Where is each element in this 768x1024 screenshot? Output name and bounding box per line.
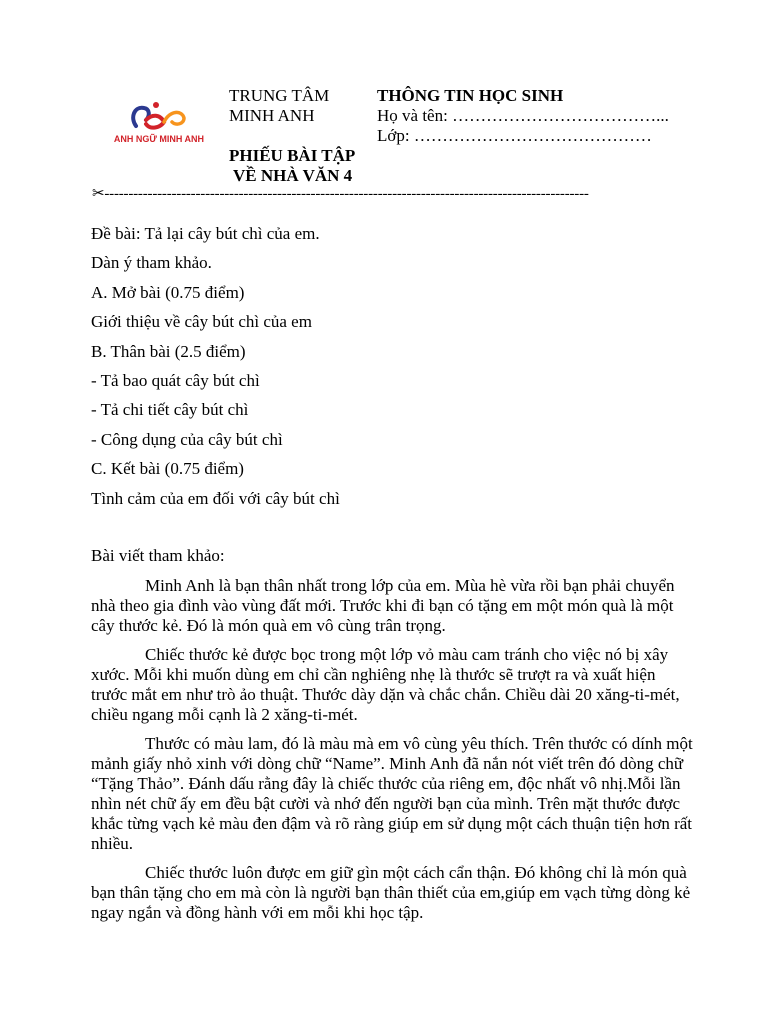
cut-line: ✂----------------------------------------------------------------------------------------------------- bbox=[92, 186, 589, 202]
sheet-title bbox=[229, 146, 355, 186]
outline-line: Giới thiệu về cây bút chì của em bbox=[91, 312, 312, 332]
student-name-field: Họ và tên: ………………………………... bbox=[377, 106, 669, 125]
center-name-line2: MINH ANH bbox=[229, 106, 315, 125]
outline-line: - Tả chi tiết cây bút chì bbox=[91, 400, 249, 420]
essay-paragraph: Chiếc thước luôn được em giữ gìn một cách cẩn thận. Đó không chỉ là món quà bạn thân tặng cho em mà còn là người bạn thân thiết của em,giúp em vạch từng dòng kẻ ngay ngắn và đồng hành với em mỗi khi học tập. bbox=[91, 863, 691, 922]
sheet-title-line1: PHIẾU BÀI TẬP bbox=[229, 146, 356, 165]
center-logo bbox=[104, 100, 214, 152]
outline-line: C. Kết bài (0.75 điểm) bbox=[91, 459, 244, 479]
assignment-outline bbox=[91, 224, 691, 518]
center-name-line1: TRUNG TÂM bbox=[229, 86, 330, 105]
essay-paragraph: Minh Anh là bạn thân nhất trong lớp của em. Mùa hè vừa rồi bạn phải chuyển nhà theo gia đình vào vùng đất mới. Trước khi đi bạn có tặng em một món quà là một cây thước kẻ. Đó là món quà em vô cùng trân trọng. bbox=[91, 576, 675, 635]
student-class-field: Lớp: …………………………………… bbox=[377, 126, 652, 145]
essay-paragraph: Chiếc thước kẻ được bọc trong một lớp vỏ màu cam tránh cho việc nó bị xây xước. Mỗi khi muốn dùng em chỉ cần nghiêng nhẹ là thước sẽ trượt ra và xuất hiện trước mắt em như trò ảo thuật. Thước dày dặn và chắc chắn. Chiều dài 20 xăng-ti-mét, chiều ngang mỗi cạnh là 2 xăng-ti-mét. bbox=[91, 645, 680, 724]
outline-line: - Công dụng của cây bút chì bbox=[91, 429, 283, 449]
sheet-title-line2: VỀ NHÀ VĂN 4 bbox=[233, 166, 353, 185]
outline-line: Dàn ý tham khảo. bbox=[91, 253, 212, 273]
essay-heading: Bài viết tham khảo: bbox=[91, 546, 225, 565]
student-info bbox=[377, 86, 669, 146]
outline-line: Đề bài: Tả lại cây bút chì của em. bbox=[91, 224, 320, 243]
outline-line: A. Mở bài (0.75 điểm) bbox=[91, 282, 245, 302]
center-name bbox=[229, 86, 329, 126]
essay-paragraph: Thước có màu lam, đó là màu mà em vô cùng yêu thích. Trên thước có dính một mảnh giấy nhỏ xinh với dòng chữ “Name”. Minh Anh đã nắn nót viết trên đó dòng chữ “Tặng Thảo”. Đánh dấu rằng đây là chiếc thước của riêng em, độc nhất vô nhị.Mỗi lần nhìn nét chữ ấy em đều bật cười và nhớ đến người bạn của mình. Trên mặt thước được khắc từng vạch kẻ màu đen đậm và rõ ràng giúp em sử dụng một cách thuận tiện hơn rất nhiều. bbox=[91, 734, 693, 853]
logo-text: ANH NGỮ MINH ANH bbox=[113, 134, 205, 144]
student-info-heading: THÔNG TIN HỌC SINH bbox=[377, 86, 564, 105]
outline-line: Tình cảm của em đối với cây bút chì bbox=[91, 488, 340, 508]
essay-body bbox=[91, 576, 695, 932]
logo-mark-icon bbox=[126, 100, 192, 136]
outline-line: - Tả bao quát cây bút chì bbox=[91, 370, 260, 390]
outline-line: B. Thân bài (2.5 điểm) bbox=[91, 341, 246, 361]
